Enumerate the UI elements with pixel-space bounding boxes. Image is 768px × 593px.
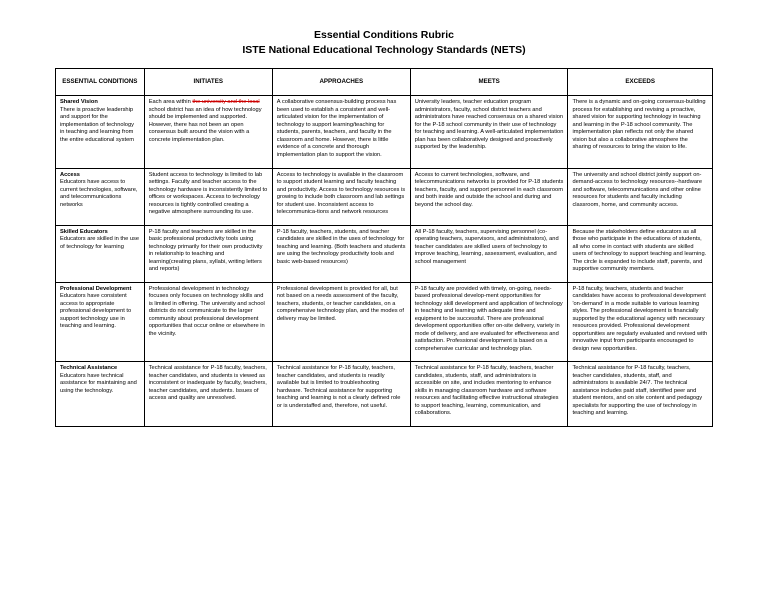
condition-description: There is proactive leadership and support for the implementation of technology in teaching and learning from the entire educational system (60, 106, 134, 143)
table-row (56, 225, 713, 282)
initiates-cell: Student access to technology is limited to lab settings. Faculty and teacher access to the technology hardware is inconsistently limited to offices or workspaces. Access to technology resources is tightly controlled creating a negative atmosphere surrounding its use. (144, 168, 272, 225)
column-header-essential-conditions: ESSENTIAL CONDITIONS (56, 69, 145, 96)
approaches-cell: Access to technology is available in the classroom to support student learning and faculty teaching and productivity. Access to technology resources is growing to include both classroom and lab settings for student use. Inconsistent access to telecommunica-tions and network resources (272, 168, 410, 225)
approaches-cell: A collaborative consensus-building process has been used to establish a consistent and well-articulated vision for the implementation of technology to support learning/teaching for students, parents, teachers, and faculty in the classroom and home. However, there is little evidence of a concrete and thorough implementation plan to support the vision. (272, 96, 410, 168)
exceeds-cell: P-18 faculty, teachers, students and teacher candidates have access to professional development 'on-demand' in a mode suitable to various learning styles. The professional development is financially supported by the educational agency with necessary resources provided. Professional development opportunities are regularly evaluated and revised with innovative input from participants encouraged to design new opportunities. (568, 282, 713, 362)
rubric-table-body (56, 96, 713, 427)
exceeds-cell: There is a dynamic and on-going consensus-building process for establishing and revising a proactive, shared vision for supporting technology in teaching and learning in the P-18 school community. The implementation plan reflects not only the shared vision but also a collaborative atmosphere the sharing of resources to bring the vision to life. (568, 96, 713, 168)
struck-text: the university and the local (192, 99, 260, 106)
table-row (56, 168, 713, 225)
cell-text: school district has an idea of how technology should be implemented and supported. However, there has not been an open consensus built around the vision with a concrete implementation plan. (148, 106, 262, 143)
approaches-cell: Technical assistance for P-18 faculty, teachers, teacher candidates, and students is readily available but is limited to troubleshooting hardware. Technical assistance for supporting teaching and learning is not a clearly defined role or is understaffed and, therefore, not useful. (272, 362, 410, 427)
column-header-initiates: INITIATES (144, 69, 272, 96)
condition-description: Educators have technical assistance for maintaining and using the technology. (60, 372, 137, 394)
meets-cell: All P-18 faculty, teachers, supervising personnel (co-operating teachers, supervisors, and administrators), and teacher candidates are skilled users of technology to improve teaching, learning, assessment, evaluation, and school management (410, 225, 568, 282)
condition-title: Access (60, 171, 80, 178)
initiates-cell: Technical assistance for P-18 faculty, teachers, teacher candidates, and students is viewed as inconsistent or inadequate by faculty, teachers, teacher candidates, and students. Issues of access and quality are unresolved. (144, 362, 272, 427)
document-title: Essential Conditions Rubric (313, 29, 455, 41)
exceeds-cell: Because the stakeholders define educators as all those who participate in the educations of students, all who come in contact with students are skilled users of technology to support teaching and learning. The circle is expanded to include staff, parents, and supportive community members. (568, 225, 713, 282)
meets-cell: Technical assistance for P-18 faculty, teachers, teacher candidates, students, staff, and administrators is accessible on site, and includes mentoring to enhance skills in managing classroom hardware and software resources and facilitating effective instructional strategies to support teaching, learning, communication, and collaborations. (410, 362, 568, 427)
document-subtitle: ISTE National Educational Technology Standards (NETS) (242, 43, 526, 56)
condition-description: Educators have consistent access to appropriate professional development to support technology use in teaching and learning. (60, 293, 132, 330)
rubric-table (55, 68, 713, 427)
condition-cell (56, 168, 145, 225)
column-header-exceeds: EXCEEDS (568, 69, 713, 96)
rubric-table-header (56, 69, 713, 96)
exceeds-cell: The university and school district jointly support on-demand-access to technology resources--hardware and software, telecommunications and other online resources for students and faculty including classroom, home, and community access. (568, 168, 713, 225)
initiates-cell: Professional development in technology focuses only focuses on technology skills and is limited in offering. The university and school districts do not communicate to the larger community about professional development opportunities that occur online or elsewhere in the vicinity. (144, 282, 272, 362)
header-row (56, 69, 713, 96)
condition-cell (56, 225, 145, 282)
approaches-cell: Professional development is provided for all, but not based on a needs assessment of the faculty, teachers, students, or teacher candidates, on a comprehensive technology plan, and the modes of delivery may be limited. (272, 282, 410, 362)
condition-cell (56, 362, 145, 427)
table-row (56, 282, 713, 362)
condition-cell (56, 96, 145, 168)
meets-cell: University leaders, teacher education program administrators, faculty, school district teachers and administrators have reached consensus on a shared vision for the P-18 school community in their use of technology for teaching and learning. A well-articulated implementation plan has been collaboratively designed and proactively supported by the leadership. (410, 96, 568, 168)
table-row (56, 362, 713, 427)
condition-title: Skilled Educators (60, 228, 108, 235)
meets-cell: P-18 faculty are provided with timely, on-going, needs-based professional develop-ment opportunities for technology skill development and application of technology in teaching and learning with adequate time and equipment to be successful. There are professional development opportunities offer on-site delivery, variety in mode of delivery, and are evaluated for effectiveness and satisfaction. Professional development is based on a comprehensive curricular and technology plan. (410, 282, 568, 362)
exceeds-cell: Technical assistance for P-18 faculty, teachers, teacher candidates, students, staff, and administrators is available 24/7. The technical assistance includes paid staff, identified peer and student mentors, and on site content and pedagogy specialists for supporting the use of technology in teaching and learning. (568, 362, 713, 427)
condition-description: Educators have access to current technologies, software, and telecommunications networks (60, 179, 138, 208)
approaches-cell: P-18 faculty, teachers, students, and teacher candidates are skilled in the uses of technology for teaching and learning. (Both teachers and students are using the technology productivity tools and basic web-based resources) (272, 225, 410, 282)
condition-title: Professional Development (60, 285, 132, 292)
condition-title: Technical Assistance (60, 365, 118, 372)
condition-title: Shared Vision (60, 99, 98, 106)
initiates-cell (144, 96, 272, 168)
column-header-meets: MEETS (410, 69, 568, 96)
column-header-approaches: APPROACHES (272, 69, 410, 96)
table-row (56, 96, 713, 168)
meets-cell: Access to current technologies, software, and telecommunications networks is provided for P-18 students teachers, faculty, and support personnel in each classroom and both inside and outside the school and during and beyond the school day. (410, 168, 568, 225)
cell-text: Each area within (148, 99, 193, 106)
condition-description: Educators are skilled in the use of technology for learning (60, 236, 140, 250)
initiates-cell: P-18 faculty and teachers are skilled in the basic professional productivity tools using technology primarily for their own productivity in relationship to teaching and learning(creating plans, syllabi, writing letters and reports) (144, 225, 272, 282)
condition-cell (56, 282, 145, 362)
